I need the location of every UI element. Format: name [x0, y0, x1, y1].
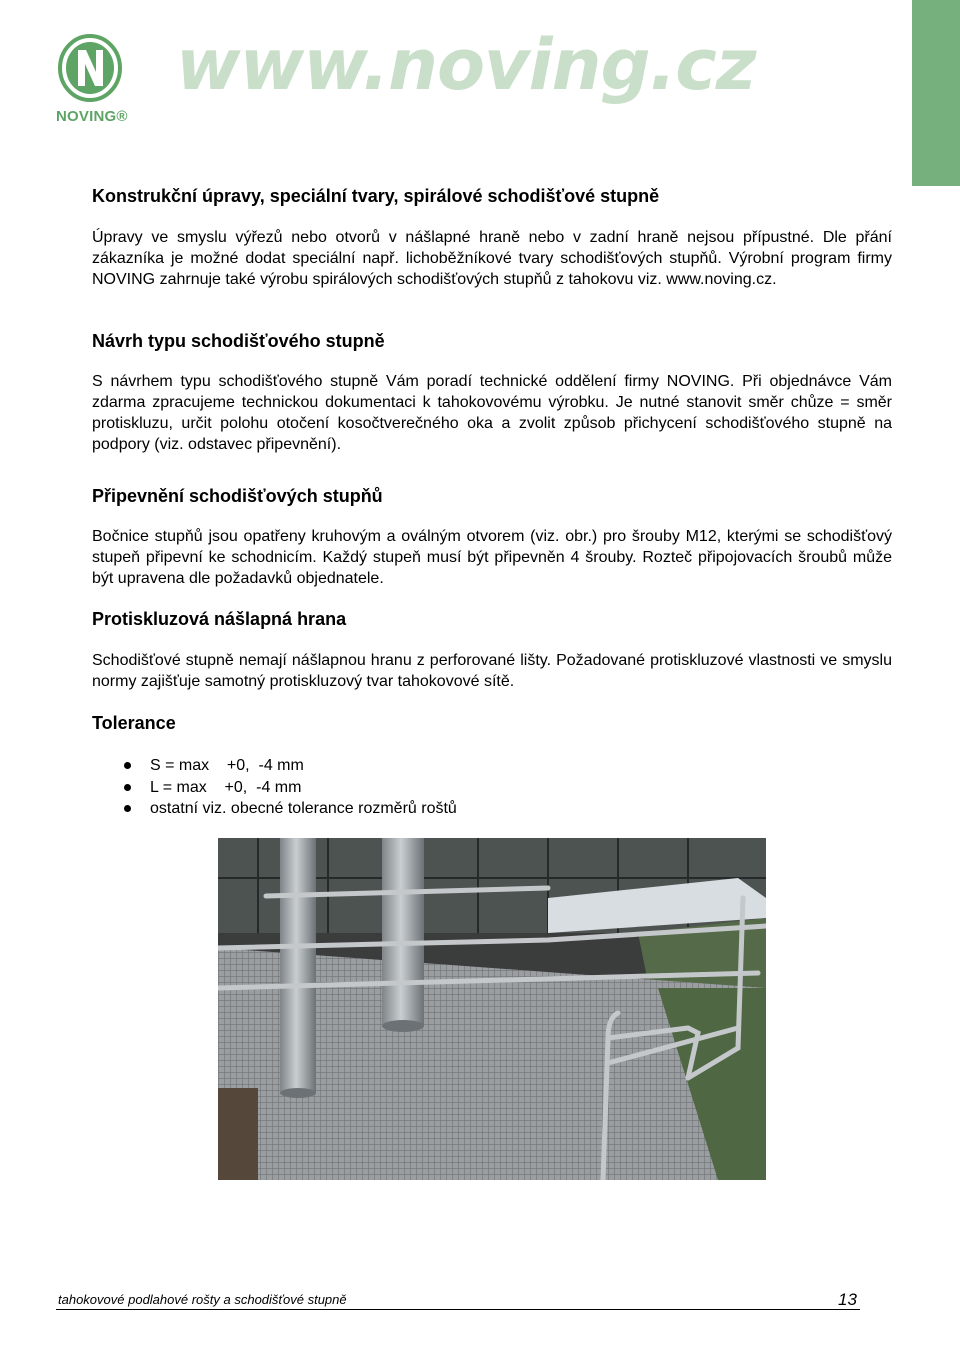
logo-emblem-icon [56, 34, 136, 106]
section-title-design: Návrh typu schodišťového stupně [92, 331, 385, 351]
section-title-fastening: Připevnění schodišťových stupňů [92, 486, 383, 506]
footer-title: tahokovové podlahové rošty a schodišťové stupně [58, 1292, 347, 1307]
section-body-construction: Úpravy ve smyslu výřezů nebo otvorů v nášlapné hraně nebo v zadní hraně nejsou přípustné. Dle přání zákazníka je možné dodat speciální např. lichoběžníkové tvary schodišťových stupňů. Výrobní program firmy NOVING zahrnuje také výrobu spirálových schodišťových stupňů z tahokovu viz. www.noving.cz. [92, 229, 892, 288]
logo-text: NOVING® [56, 108, 128, 125]
section-title-antislip: Protiskluzová nášlapná hrana [92, 609, 347, 629]
noving-logo [56, 34, 136, 130]
section-body-design: S návrhem typu schodišťového stupně Vám poradí technické oddělení firmy NOVING. Při objednávce Vám zdarma zpracujeme technickou dokumentaci k tahokovovému výrobku. Je nutné stanovit směr chůze = směr protiskluzu, určit polohu otočení kosočtverečného oka a zvolit způsob přichycení schodišťového stupně na podpory (viz. odstavec připevnění). [92, 373, 892, 453]
list-item: S = max +0, -4 mm [92, 755, 457, 777]
page-number: 13 [838, 1290, 857, 1309]
section-title-construction: Konstrukční úpravy, speciální tvary, spirálové schodišťové stupně [92, 186, 660, 206]
list-item: L = max +0, -4 mm [92, 777, 457, 799]
header-accent-bar [912, 0, 960, 186]
section-body-antislip: Schodišťové stupně nemají nášlapnou hranu z perforované lišty. Požadované protiskluzové vlastnosti ve smyslu normy zajišťuje samotný protiskluzový tvar tahokovové sítě. [92, 652, 892, 690]
photo-staircase-grating [218, 838, 766, 1180]
tolerance-list [92, 755, 457, 820]
site-url-watermark: www.noving.cz [176, 24, 756, 106]
section-title-tolerance: Tolerance [92, 713, 176, 733]
footer-divider [56, 1309, 860, 1310]
section-body-fastening: Bočnice stupňů jsou opatřeny kruhovým a oválným otvorem (viz. obr.) pro šrouby M12, kterými se schodišťový stupeň připevní ke schodnicím. Každý stupeň musí být připevněn 4 šrouby. Rozteč připojovacích šroubů může být upravena dle požadavků objednatele. [92, 528, 892, 587]
list-item: ostatní viz. obecné tolerance rozměrů roštů [92, 798, 457, 820]
